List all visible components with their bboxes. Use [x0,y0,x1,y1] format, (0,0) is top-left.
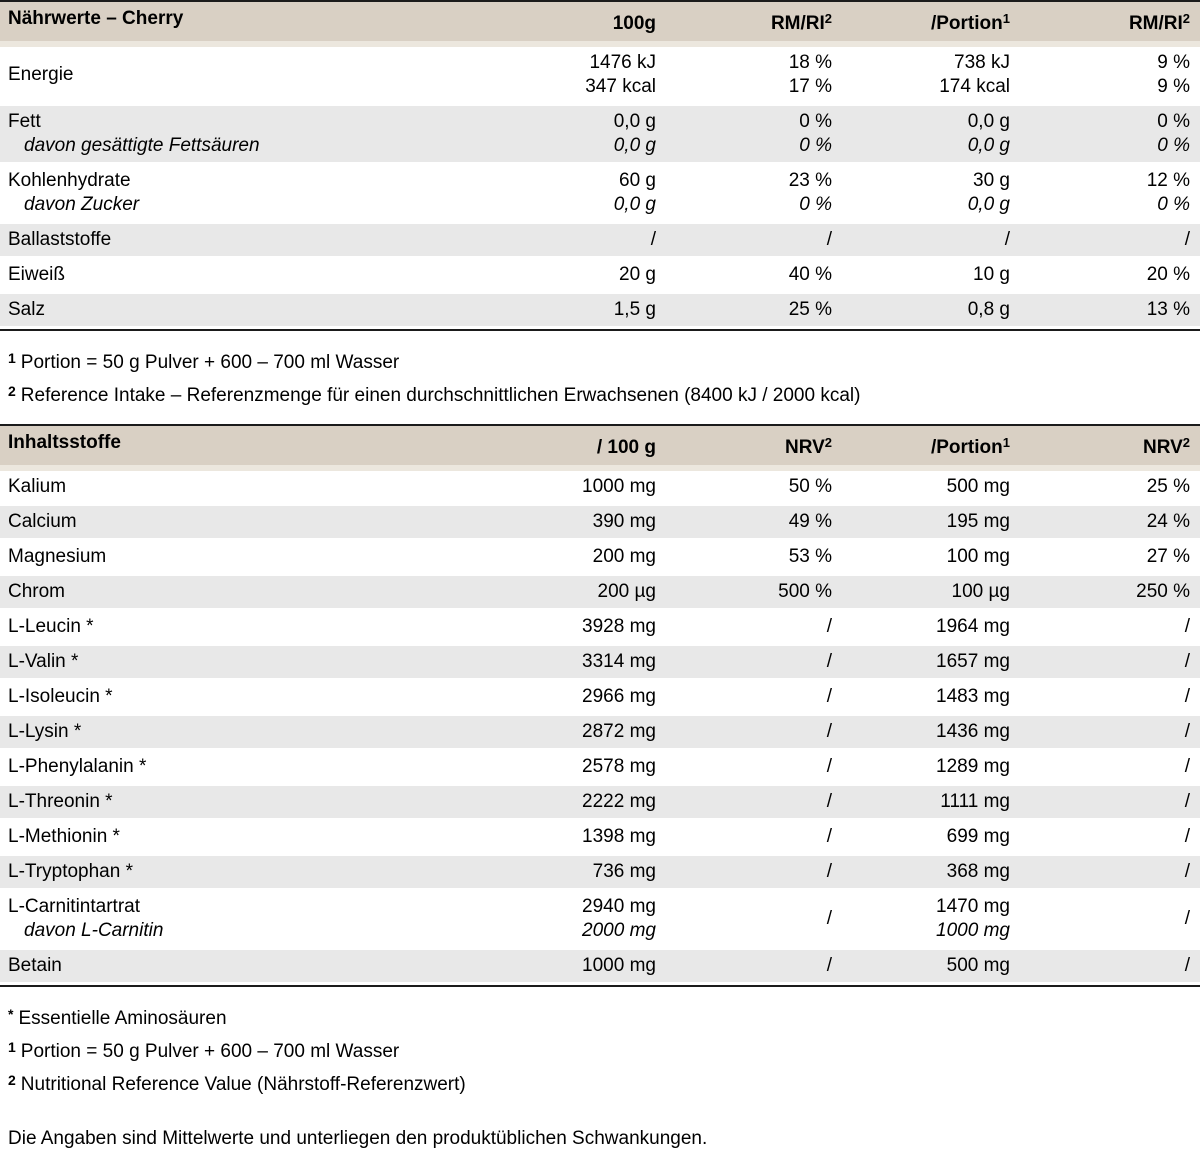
column-header-rm-ri-100g: $RM/RI^2$ [770,11,832,34]
value-per-100g: 3928 mg [582,616,656,637]
value-per-100g: 1,5 g [613,299,656,320]
value-reference-percent-portion: / [1184,791,1190,812]
value-per-portion: 1964 mg [936,616,1010,637]
value-per-portion: 10 g [973,264,1010,285]
value-reference-percent-portion: 9 % 9 % [1157,52,1190,97]
value-per-portion: 0,8 g [967,299,1010,320]
row-label [0,825,456,849]
value-reference-percent-portion: 12 % 0 % [1146,170,1190,215]
value-reference-percent-100g: 0 % 0 % [799,111,832,156]
row-label-text: L-Valin * [8,651,79,672]
value-per-portion: 30 g 0,0 g [967,170,1010,215]
nutrition-table-title: Nährwerte – Cherry [8,8,184,29]
row-label [0,228,456,252]
value-reference-percent-100g: / [826,756,832,777]
table-row [0,646,1200,681]
value-per-portion: 738 kJ 174 kcal [939,52,1010,97]
ingredients-table-footnotes [0,987,1200,1111]
value-per-100g: 2578 mg [582,756,656,777]
table-row [0,821,1200,856]
value-reference-percent-portion: 25 % [1146,476,1190,497]
table-row [0,47,1200,106]
table-row [0,541,1200,576]
value-per-100g: 736 mg [592,861,656,882]
row-label-text: L-Isoleucin * [8,686,113,707]
ingredients-table [0,424,1200,987]
row-label-text: Chrom [8,581,66,602]
row-label [0,615,456,639]
value-reference-percent-100g: 23 % 0 % [788,170,832,215]
value-per-100g: 2872 mg [582,721,656,742]
column-header-nrv-100g: NRV$^2$ [784,435,832,458]
table-row [0,891,1200,950]
row-label-text: L-Tryptophan * [8,861,133,882]
row-label [0,298,456,322]
column-header-nrv-portion: NRV$^2$ [1142,435,1190,458]
row-sublabel-text: davon L-Carnitin [24,920,164,941]
value-reference-percent-100g: 500 % [778,581,832,602]
row-sublabel-text: davon Zucker [24,194,140,215]
value-reference-percent-portion: 27 % [1146,546,1190,567]
value-reference-percent-100g: / [826,826,832,847]
row-label-text: L-Leucin * [8,616,94,637]
value-per-100g: / [650,229,656,250]
row-label-text: Calcium [8,511,77,532]
row-label-text: L-Phenylalanin * [8,756,147,777]
value-reference-percent-portion: 13 % [1146,299,1190,320]
footnote-portion-definition: $^1$ Portion = 50 g Pulver + 600 – 700 ml Wasser [8,350,400,373]
column-header-per-100g: / 100 g [596,437,656,458]
row-label-text: Magnesium [8,546,107,567]
footnote-essential-amino-acids: * Essentielle Aminosäuren [8,1006,227,1029]
table-row [0,856,1200,891]
value-reference-percent-100g: 18 % 17 % [788,52,832,97]
table-row [0,506,1200,541]
value-per-portion: 1289 mg [936,756,1010,777]
nutrition-table-header [0,2,1200,47]
value-per-100g: 3314 mg [582,651,656,672]
row-label [0,860,456,884]
value-reference-percent-portion: / [1184,616,1190,637]
value-reference-percent-portion: / [1184,861,1190,882]
footnote-nrv-definition: $^2$ Nutritional Reference Value (Nährstoff-Referenzwert) [8,1072,466,1095]
value-reference-percent-portion: / [1184,756,1190,777]
value-per-portion: / [1004,229,1010,250]
value-reference-percent-100g: / [826,686,832,707]
nutrition-table-rows [0,47,1200,329]
table-row [0,259,1200,294]
value-reference-percent-portion: / [1184,686,1190,707]
column-header-portion: /Portion$^1$ [930,435,1010,458]
value-reference-percent-portion: 0 % 0 % [1157,111,1190,156]
row-label-text: Kalium [8,476,67,497]
value-reference-percent-portion: / [1184,826,1190,847]
row-label [0,720,456,744]
row-label-text: L-Methionin * [8,826,120,847]
ingredients-table-rows [0,471,1200,985]
row-label [0,790,456,814]
value-per-100g: 1476 kJ 347 kcal [585,52,656,97]
value-per-100g: 60 g 0,0 g [613,170,656,215]
ingredients-table-header [0,426,1200,471]
value-per-100g: 20 g [619,264,656,285]
value-per-100g: 200 mg [592,546,656,567]
row-label-text: Betain [8,955,62,976]
value-reference-percent-portion: / [1184,955,1190,976]
nutrition-table-footnotes [0,331,1200,422]
table-row [0,611,1200,646]
value-reference-percent-100g: 53 % [788,546,832,567]
table-row [0,224,1200,259]
row-label [0,580,456,604]
row-label-text: Ballaststoffe [8,229,112,250]
value-per-100g: 1000 mg [582,955,656,976]
table-row [0,786,1200,821]
value-per-portion: 1470 mg 1000 mg [936,896,1010,941]
value-per-100g: 1398 mg [582,826,656,847]
table-row [0,681,1200,716]
value-per-portion: 1657 mg [936,651,1010,672]
value-reference-percent-100g: / [826,908,832,929]
value-reference-percent-100g: / [826,651,832,672]
value-per-100g: 2966 mg [582,686,656,707]
value-reference-percent-100g: / [826,721,832,742]
row-label-text: Fett [8,111,41,132]
value-per-100g: 2222 mg [582,791,656,812]
column-header-portion: /Portion$^1$ [930,11,1010,34]
value-per-100g: 200 µg [597,581,656,602]
value-per-portion: 1111 mg [940,791,1010,812]
disclaimer-text: Die Angaben sind Mittelwerte und unterliegen den produktüblichen Schwankungen. [8,1128,708,1149]
footnote-portion-definition: $^1$ Portion = 50 g Pulver + 600 – 700 ml Wasser [8,1039,400,1062]
row-label-text: Kohlenhydrate [8,170,131,191]
value-per-portion: 500 mg [946,955,1010,976]
value-per-portion: 100 µg [951,581,1010,602]
table-row [0,751,1200,786]
row-label [0,545,456,569]
row-label [0,685,456,709]
row-label-text: Energie [8,64,74,85]
value-reference-percent-portion: / [1184,229,1190,250]
row-label [0,475,456,499]
value-reference-percent-100g: / [826,861,832,882]
value-per-portion: 100 mg [946,546,1010,567]
value-reference-percent-100g: / [826,616,832,637]
table-row [0,106,1200,165]
value-reference-percent-100g: 50 % [788,476,832,497]
value-reference-percent-portion: 20 % [1146,264,1190,285]
value-reference-percent-100g: 49 % [788,511,832,532]
value-per-100g: 0,0 g 0,0 g [613,111,656,156]
row-label [0,755,456,779]
table-row [0,950,1200,985]
value-reference-percent-portion: / [1184,651,1190,672]
row-label-text: Eiweiß [8,264,66,285]
value-per-100g: 2940 mg 2000 mg [582,896,656,941]
value-reference-percent-portion: / [1184,908,1190,929]
table-row [0,294,1200,329]
value-reference-percent-portion: / [1184,721,1190,742]
value-per-portion: 699 mg [946,826,1010,847]
value-per-portion: 500 mg [946,476,1010,497]
row-label [0,169,456,217]
value-per-portion: 195 mg [946,511,1010,532]
value-per-portion: 368 mg [946,861,1010,882]
footnote-reference-intake: $^2$ Reference Intake – Referenzmenge für einen durchschnittlichen Erwachsenen (8400 kJ / 2000 kcal) [8,383,861,406]
row-label [0,51,456,99]
row-label [0,650,456,674]
row-label-text: Salz [8,299,45,320]
value-reference-percent-portion: 250 % [1136,581,1190,602]
value-reference-percent-portion: 24 % [1146,511,1190,532]
value-reference-percent-100g: / [826,229,832,250]
table-row [0,471,1200,506]
table-row [0,165,1200,224]
row-label-text: L-Carnitintartrat [8,896,140,917]
row-label-text: L-Lysin * [8,721,82,742]
row-label [0,263,456,287]
row-label-text: L-Threonin * [8,791,113,812]
value-reference-percent-100g: / [826,955,832,976]
value-reference-percent-100g: 40 % [788,264,832,285]
value-reference-percent-100g: / [826,791,832,812]
row-label [0,954,456,978]
value-per-portion: 1436 mg [936,721,1010,742]
row-label [0,895,456,943]
value-reference-percent-100g: 25 % [788,299,832,320]
value-per-100g: 390 mg [592,511,656,532]
value-per-100g: 1000 mg [582,476,656,497]
column-header-rm-ri-portion: $RM/RI^2$ [1128,11,1190,34]
table-row [0,716,1200,751]
value-per-portion: 0,0 g 0,0 g [967,111,1010,156]
ingredients-table-title: Inhaltsstoffe [8,432,121,453]
value-per-portion: 1483 mg [936,686,1010,707]
table-row [0,576,1200,611]
column-header-100g: 100g [612,13,656,34]
row-sublabel-text: davon gesättigte Fettsäuren [24,135,260,156]
nutrition-table [0,0,1200,331]
row-label [0,510,456,534]
row-label [0,110,456,158]
